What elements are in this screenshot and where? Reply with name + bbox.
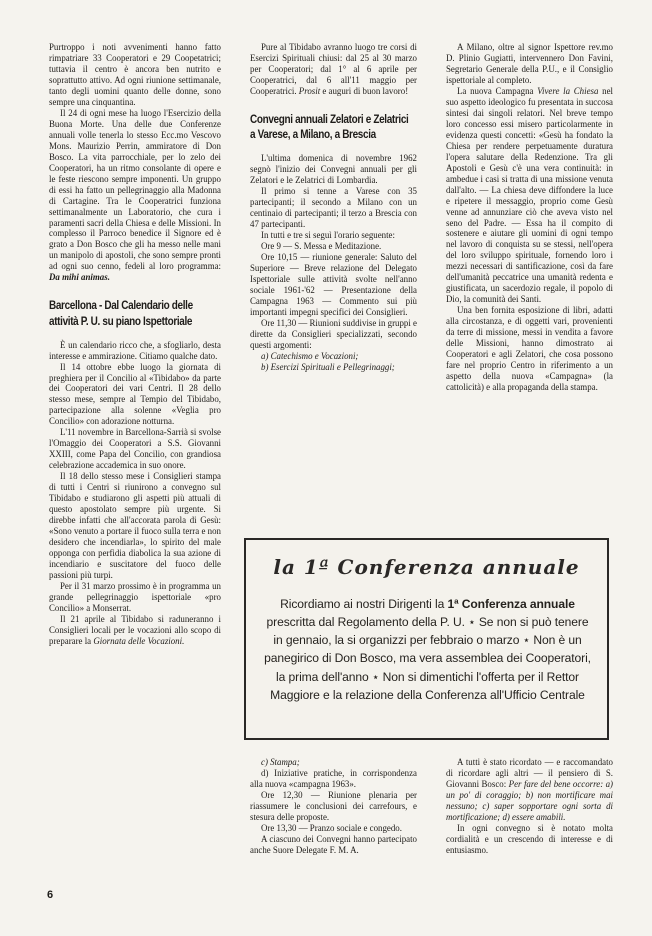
- paragraph-text: Pure al Tibidabo avranno luogo tre corsi di Esercizi Spirituali chiusi: dal 25 al 30 marzo per Cooperatori; dal 1° al 6 aprile per Cooperatrici, dal 6 all'11 maggio per Cooperatrici.: [250, 42, 417, 96]
- paragraph: Il primo si tenne a Varese con 35 partecipanti; il secondo a Milano con un centinaio di partecipanti; il terzo a Brescia con 47 partecipanti.: [250, 186, 417, 229]
- paragraph: Ore 9 — S. Messa e Meditazione.: [261, 240, 382, 251]
- paragraph: [49, 108, 221, 284]
- list-item: [250, 757, 417, 768]
- paragraph: A ciascuno dei Convegni hanno partecipato anche Suore Delegate F. M. A.: [250, 833, 417, 855]
- paragraph-text: nel suo aspetto ideologico fu presentata in succosa sintesi dai singoli relatori. Nel breve tempo loro concesso essi misero particolarmente in evidenza questi concetti: «Gesù ha fondato la Chiesa per rendere perpetuamente duratura l'opera salutare della Redenzione. Tra gli Apostoli e Gesù c'è una vera continuità: in ambedue i casi si tratta di una missione venuta dall'alto. — La chiesa deve diffondere la luce e ripetere il messaggio, proprio come Gesù venne ad annunziare ciò che aveva visto nel seno del Padre. — Essa ha il compito di sostenere e aiutare gli uomini di ogni tempo nel lavoro di conquista su se stessi, nell'opera del loro sviluppo spirituale, fornendo loro i mezzi necessari di santificazione, così da fare dell'umanità peccatrice una umanità redenta e giustificata, un sacerdozio regale, il popolo di Dio, la comunità dei Santi.: [446, 85, 613, 305]
- paragraph: [446, 86, 613, 305]
- paragraph: Ore 12,30 — Riunione plenaria per riassumere le conclusioni dei carrefours, e stesura delle proposte.: [250, 789, 417, 822]
- paragraph-text: Il 21 aprile al Tibidabo si raduneranno i Consiglieri locali per le vocazioni allo scopo di preparare la: [49, 613, 221, 646]
- paragraph: In ogni convegno si è notato molta cordialità e un crescendo di interesse e di entusiasmo.: [446, 822, 613, 855]
- paragraph: Ore 13,30 — Pranzo sociale e congedo.: [261, 822, 402, 833]
- paragraph: L'ultima domenica di novembre 1962 segnò l'inizio dei Convegni annuali per gli Zelatori e le Zelatrici di Lombardia.: [250, 153, 417, 186]
- paragraph: Ore 10,15 — riunione generale: Saluto del Superiore — Breve relazione del Delegato Ispettoriale sulle attività svolte nell'anno sociale 1961-'62 — Presentazione della Campagna 1963 — Commento sui più importanti impegni specifici dei Consiglieri.: [250, 251, 417, 317]
- paragraph: Il 18 dello stesso mese i Consiglieri stampa di tutti i Centri si riunirono a convegno sul Tibidabo e studiarono gli aspetti più attuali di questo apostolato sempre più urgente. Si direbbe infatti che all'accorata parola di Gesù: «Sono venuto a portare il fuoco sulla terra e non desidero che incendiarla», lo spirito del male opponga con perfidia diabolica la sua azione di incendiario e suscitatore del fuoco delle passioni più turpi.: [49, 471, 221, 580]
- paragraph: Ore 11,30 — Riunioni suddivise in gruppi e dirette da Consiglieri specializzati, secondo questi argomenti:: [250, 317, 417, 350]
- italic-text: Prosit: [298, 85, 321, 96]
- list-item: [250, 351, 417, 362]
- paragraph: d) Iniziative pratiche, in corrispondenza alla nuova «campagna 1963».: [250, 767, 417, 789]
- italic-text: Vivere la Chiesa: [537, 85, 599, 96]
- paragraph: Una ben fornita esposizione di libri, adatti alla circostanza, e di oggetti vari, provenienti da terre di missione, messi in vendita a favore delle Missioni, hanno dimostrato ai Cooperatori e agli Zelatori, che cosa possono fare nel proprio Centro in riferimento a un aspetto della nuova «Campagna» (la cattolicità) e alla propaganda della stampa.: [446, 305, 613, 393]
- paragraph: È un calendario ricco che, a sfogliarlo, desta interesse e ammirazione. Citiamo qualche dato.: [49, 339, 221, 361]
- paragraph-text: e auguri di buon lavoro!: [322, 85, 409, 96]
- list-item-text: a) Catechismo e Vocazioni;: [261, 350, 359, 361]
- section-heading-barcellona: Barcellona - Dal Calendario delle attività P. U. su piano Ispettoriale: [49, 299, 193, 328]
- paragraph: [49, 614, 221, 647]
- paragraph-text: La nuova Campagna: [457, 85, 534, 96]
- column-left: [49, 42, 221, 647]
- column-right: [446, 42, 613, 393]
- page-number: 6: [47, 889, 54, 901]
- notice-title: la 1ª Conferenza annuale: [273, 555, 580, 579]
- column-middle: [250, 42, 417, 373]
- list-item-text: b) Esercizi Spirituali e Pellegrinaggi;: [261, 361, 395, 372]
- italic-text: Giornata delle Vocazioni.: [93, 635, 185, 646]
- paragraph: L'11 novembre in Barcellona-Sarrià si svolse l'Omaggio dei Cooperatori a S.S. Giovanni XXIII, come Papa del Concilio, con grandiosa celebrazione accademica in suo onore.: [49, 427, 221, 471]
- column-middle-bottom: [250, 757, 417, 856]
- notice-text: Ricordiamo ai nostri Dirigenti la: [280, 597, 445, 611]
- paragraph-text: Il 24 di ogni mese ha luogo l'Esercizio della Buona Morte. Una delle due Conferenze annuali volle tenerla lo stesso Ecc.mo Vescovo Mons. Maurizio Perrin, ammiratore di Don Bosco. La vita parrocchiale, per lo zelo dei Cooperatori, ha un ritmo consolante di opere e le feste riescono sempre imponenti. Un gruppo di essi ha fatto un pellegrinaggio alla Madonna di Cartagine. Tra le Cooperatrici funziona settimanalmente un Laboratorio, che cura i paramenti sacri della Chiesa e delle Missioni. In complesso il Parroco benedice il Signore ed è grato a Don Bosco che gli ha messo nelle mani un manipolo di apostoli, che sono sempre pronti ad ogni suo cenno, fedeli al loro programma:: [49, 107, 221, 272]
- paragraph: A Milano, oltre al signor Ispettore rev.mo D. Plinio Gugiatti, intervennero Don Favini, Segretario Generale della P.U., e il Consiglio ispettoriale al completo.: [446, 42, 613, 85]
- list-item-text: c) Stampa;: [261, 757, 300, 767]
- paragraph: Purtroppo i noti avvenimenti hanno fatto rimpatriare 33 Cooperatori e 29 Coopetatrici; tuttavia il centro è ancora ben nutrito e soprattutto attivo. Ad ogni riunione settimanale, tanto degli uomini quanto delle donne, sono sempre una cinquantina.: [49, 42, 221, 107]
- motto: Da mihi animas.: [49, 272, 110, 283]
- paragraph-text: A tutti è stato ricordato — e raccomandato di ricordare agli altri — il pensiero di S. Giovanni Bosco:: [446, 757, 613, 789]
- column-right-bottom: [446, 757, 613, 856]
- conference-notice-box: [244, 538, 609, 740]
- notice-text: prescritta dal Regolamento della P. U. ⋆ Se non si può tenere in gennaio, la si organizzi per febbraio o marzo ⋆ Non è un panegirico di Don Bosco, ma vera assemblea dei Cooperatori, la prima dell'anno ⋆ Non si dimentichi l'offerta per il Rettor Maggiore e la relazione della Conferenza all'Ufficio Centrale: [264, 615, 591, 702]
- list-item: [250, 362, 417, 373]
- paragraph: In tutti e tre si seguì l'orario seguente:: [261, 229, 395, 240]
- notice-bold-text: 1ª Conferenza annuale: [447, 597, 575, 611]
- notice-body: [262, 595, 593, 704]
- paragraph: [446, 757, 613, 823]
- paragraph: Il 14 ottobre ebbe luogo la giornata di preghiera per il Concilio al «Tibidabo» da parte dei Cooperatori dei vari Centri. Il 28 dello stesso mese, sempre al Tempio del Tibidabo, partecipazione alla solenne «Veglia pro Concilio» con adorazione notturna.: [49, 361, 221, 427]
- paragraph: Per il 31 marzo prossimo è in programma un grande pellegrinaggio ispettoriale «pro Concilio» a Monserrat.: [49, 580, 221, 613]
- section-heading-convegni: Convegni annuali Zelatori e Zelatrici a Varese, a Milano, a Brescia: [250, 112, 409, 142]
- italic-text: Per fare del bene occorre: a) un po' di coraggio; b) non mortificare mai nessuno; c) saper sopportare ogni sorta di mortificazione; d) essere amabili.: [446, 778, 614, 822]
- paragraph: [250, 42, 417, 97]
